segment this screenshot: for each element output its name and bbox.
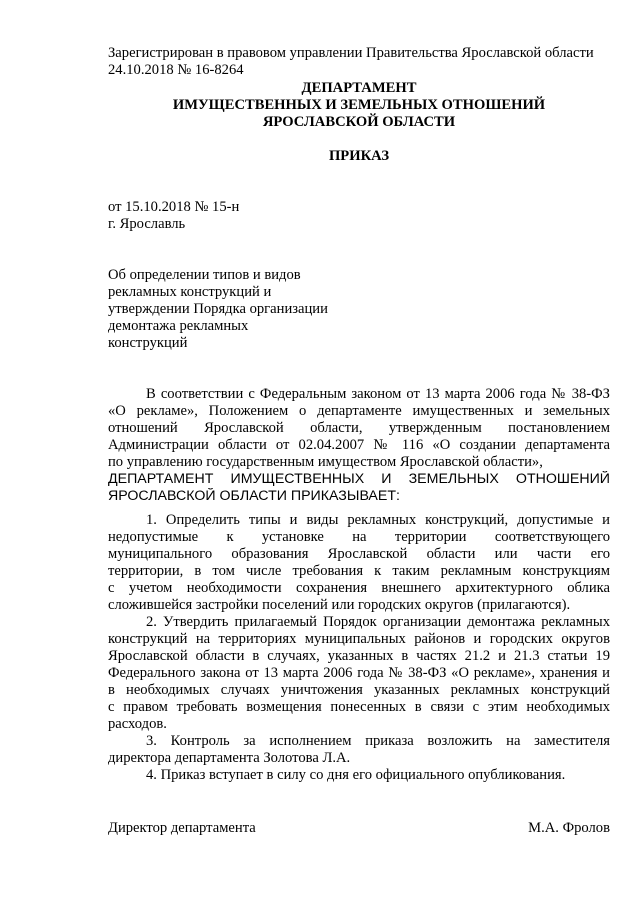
order-item-line: сложившейся застройки поселений или городских округов (прилагаются).	[108, 597, 571, 613]
order-item-line: с учетом необходимости сохранения внешнего архитектурного облика	[108, 580, 610, 596]
order-item-line: 4. Приказ вступает в силу со дня его официального опубликования.	[146, 767, 566, 783]
order-item-line: с правом требовать возмещения понесенных в связи с этим необходимых	[108, 699, 610, 715]
preamble-line: В соответствии с Федеральным законом от 13 марта 2006 года № 38-ФЗ	[146, 386, 610, 402]
order-item-1	[108, 512, 610, 614]
department-title-line-2: ИМУЩЕСТВЕННЫХ И ЗЕМЕЛЬНЫХ ОТНОШЕНИЙ	[172, 97, 546, 113]
order-item-line: конструкций на территориях муниципальных районов и городских округов	[108, 631, 610, 647]
order-item-line: директора департамента Золотова Л.А.	[108, 750, 351, 766]
preamble-line: Администрации области от 02.04.2007 № 116 «О создании департамента	[108, 437, 610, 453]
orders-intro-line: ДЕПАРТАМЕНТ ИМУЩЕСТВЕННЫХ И ЗЕМЕЛЬНЫХ ОТНОШЕНИЙ	[108, 471, 610, 487]
preamble-paragraph	[108, 386, 610, 471]
order-item-line: муниципального образования Ярославской области или части его	[108, 546, 610, 562]
document-subject	[108, 267, 328, 352]
order-item-3	[108, 733, 610, 767]
subject-line: утверждении Порядка организации	[108, 301, 328, 317]
order-item-line: расходов.	[108, 716, 167, 732]
document-city: г. Ярославль	[108, 216, 186, 232]
order-item-line: Федерального закона от 13 марта 2006 года № 38-ФЗ «О рекламе», хранения и	[108, 665, 610, 681]
subject-line: Об определении типов и видов	[108, 267, 301, 283]
signature-position: Директор департамента	[108, 820, 256, 836]
order-item-line: территории, в том числе требования к таким рекламным конструкциям	[108, 563, 610, 579]
order-item-line: 1. Определить типы и виды рекламных конструкций, допустимые и	[146, 512, 610, 528]
subject-line: конструкций	[108, 335, 188, 351]
order-item-2	[108, 614, 610, 733]
order-item-line: в необходимых случаях уничтожения указанных рекламных конструкций	[108, 682, 610, 698]
order-item-line: 3. Контроль за исполнением приказа возложить на заместителя	[146, 733, 610, 749]
document-type: ПРИКАЗ	[328, 148, 390, 164]
preamble-line: «О рекламе», Положением о департаменте имущественных и земельных	[108, 403, 610, 419]
subject-line: демонтажа рекламных	[108, 318, 249, 334]
department-title-line-3: ЯРОСЛАВСКОЙ ОБЛАСТИ	[262, 114, 456, 130]
preamble-line: отношений Ярославской области, утвержденным постановлением	[108, 420, 610, 436]
subject-line: рекламных конструкций и	[108, 284, 272, 300]
order-item-4	[108, 767, 610, 784]
document-date-number: от 15.10.2018 № 15-н	[108, 199, 240, 215]
registration-line-1: Зарегистрирован в правовом управлении Правительства Ярославской области	[108, 45, 594, 61]
preamble-line: по управлению государственным имуществом Ярославской области»,	[108, 454, 543, 470]
order-item-line: недопустимые к установке на территории соответствующего	[108, 529, 610, 545]
orders-intro	[108, 471, 610, 505]
registration-line-2: 24.10.2018 № 16-8264	[108, 62, 244, 78]
orders-intro-line: ЯРОСЛАВСКОЙ ОБЛАСТИ ПРИКАЗЫВАЕТ:	[108, 488, 400, 504]
signature-name: М.А. Фролов	[528, 820, 610, 836]
department-title-line-1: ДЕПАРТАМЕНТ	[301, 80, 417, 96]
order-item-line: Ярославской области в случаях, указанных в частях 21.2 и 21.3 статьи 19	[108, 648, 610, 664]
order-item-line: 2. Утвердить прилагаемый Порядок организации демонтажа рекламных	[146, 614, 610, 630]
